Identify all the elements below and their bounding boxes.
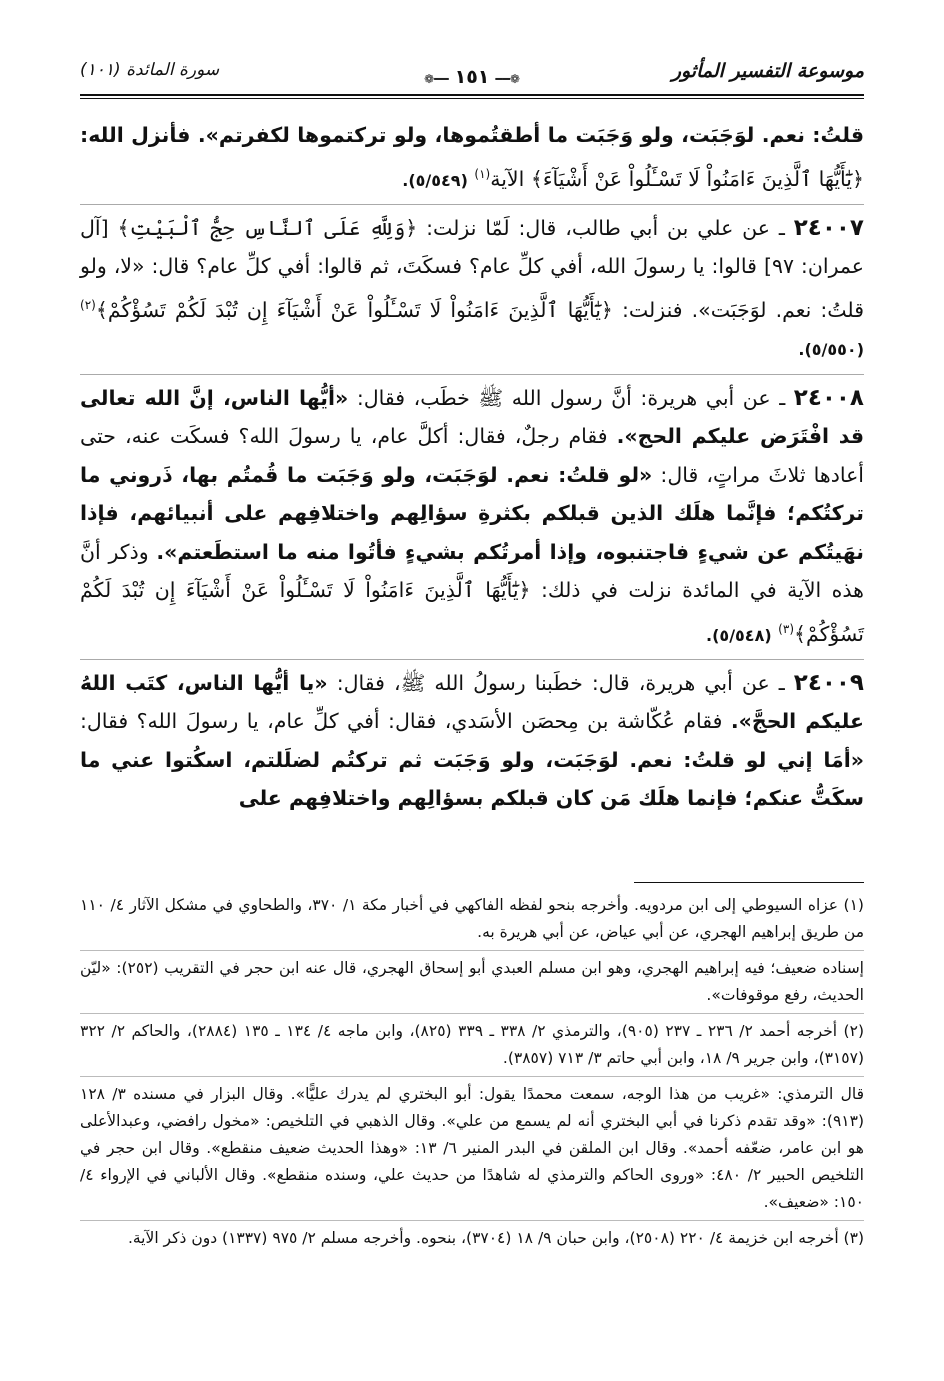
ornament-icon: ━━❁ bbox=[424, 72, 449, 86]
paragraph-4 bbox=[80, 664, 864, 818]
text: [آل عمران: ٩٧] قالوا: يا رسولَ الله، أفي كلِّ عام؟ فسكَتَ، ثم قالوا: أفي كلِّ عام؟ قال: «لا، ولو قلتُ: نعم. لوَجَبَت». فنزلت: bbox=[80, 215, 864, 322]
page-number-block bbox=[418, 66, 526, 88]
hadith-quote: «أيُّها الناس، إنَّ الله تعالى قد افْتَرَض عليكم الحج». bbox=[80, 385, 864, 449]
hadith-quote: «يا أيُّها الناس، كتَب اللهُ عليكم الحجَّ». bbox=[80, 670, 864, 734]
hadith-number: ٢٤٠٠٧ bbox=[793, 214, 864, 241]
footnotes bbox=[80, 892, 864, 1252]
quran-verse: ﴿يَٰٓأَيُّهَا ٱلَّذِينَ ءَامَنُواْ لَا تَسْـَٔلُواْ عَنْ أَشْيَآءَ إِن تُبْدَ لَكُمْ تَسُؤْكُمْ﴾ bbox=[80, 578, 864, 646]
hadith-quote: «أمَا إني لو قلتُ: نعم. لوَجَبَت، ولو وَجَبَت ثم تركتُم لضلَلتم، اسكُتوا عني ما سكَتُّ عنكم؛ فإنما هلَك مَن كان قبلكم بسؤالِهم واختلافِهم على bbox=[80, 747, 864, 811]
divider bbox=[80, 204, 864, 205]
paragraph-1 bbox=[80, 116, 864, 200]
paragraph-3 bbox=[80, 379, 864, 655]
header-rule-thin bbox=[80, 98, 864, 99]
main-text bbox=[80, 116, 864, 818]
footnote-1: (١) عزاه السيوطي إلى ابن مردويه. وأخرجه بنحو لفظه الفاكهي في أخبار مكة ١/ ٣٧٠، والطحاوي في مشكل الآثار ٤/ ١١٠ من طريق إبراهيم الهجري، عن أبي عياض، عن أبي هريرة به. bbox=[80, 896, 864, 941]
footnote-3: (٣) أخرجه ابن خزيمة ٤/ ٢٢٠ (٢٥٠٨)، وابن حبان ٩/ ١٨ (٣٧٠٤)، بنحوه. وأخرجه مسلم ٢/ ٩٧٥ (١٣٣٧) دون ذكر الآية. bbox=[127, 1229, 864, 1247]
text: قلتُ: نعم. لوَجَبَت، ولو وَجَبَت ما أطقتُموها، ولو تركتموها لكفرتم». فأنزل الله: bbox=[80, 123, 864, 147]
footnote-1-grading: إسناده ضعيف؛ فيه إبراهيم الهجري، وهو ابن مسلم العبدي أبو إسحاق الهجري، قال عنه ابن حجر في التقريب (٢٥٢): «ليّن الحديث، رفع موقوفات». bbox=[80, 959, 864, 1004]
footnote-marker[interactable]: (٣) bbox=[778, 621, 794, 636]
text: فقام رجلٌ، فقال: أكلَّ عام، يا رسولَ الله؟ فسكَت عنه، حتى أعادها ثلاثَ مراتٍ، قال: bbox=[80, 424, 864, 487]
divider bbox=[80, 374, 864, 375]
surah-label: سورة المائدة (١٠١) bbox=[80, 60, 220, 80]
hadith-number: ٢٤٠٠٨ bbox=[793, 384, 864, 411]
footnote-marker[interactable]: (٢) bbox=[80, 297, 96, 312]
footnote-2: (٢) أخرجه أحمد ٢/ ٢٣٦ ـ ٢٣٧ (٩٠٥)، والترمذي ٢/ ٣٣٨ ـ ٣٣٩ (٨٢٥)، وابن ماجه ٤/ ١٣٤ ـ ١٣٥ (٢٨٨٤)، والحاكم ٢/ ٣٢٢ (٣١٥٧)، وابن جرير ٩/ ١٨، وابن أبي حاتم ٣/ ٧١٣ (٣٨٥٧). bbox=[80, 1022, 864, 1067]
divider bbox=[80, 1013, 864, 1014]
reference: (٥/٥٤٩). bbox=[402, 170, 468, 190]
reference: (٥/٥٤٨). bbox=[706, 625, 772, 645]
text: ـ عن علي بن أبي طالب، قال: لَمّا نزلت: bbox=[426, 215, 785, 240]
divider bbox=[80, 659, 864, 660]
text: ـ عن أبي هريرة: أنَّ رسول الله ﷺ خطَب، فقال: bbox=[356, 385, 786, 410]
text: ـ عن أبي هريرة، قال: خطَبنا رسولُ الله ﷺ، فقال: bbox=[336, 670, 785, 695]
quran-verse: ﴿يَٰٓأَيُّهَا ٱلَّذِينَ ءَامَنُواْ لَا تَسْـَٔلُواْ عَنْ أَشْيَآءَ إِن تُبْدَ لَكُمْ تَسُؤْكُمْ﴾ bbox=[95, 297, 613, 322]
text: الآية bbox=[490, 166, 525, 191]
text: وذكر أنَّ هذه الآية في المائدة نزلت في ذلك: bbox=[80, 539, 864, 603]
page-number: ١٥١ bbox=[454, 66, 490, 88]
quran-verse: ﴿يَٰٓأَيُّهَا ٱلَّذِينَ ءَامَنُواْ لَا تَسْـَٔلُواْ عَنْ أَشْيَآءَ﴾ bbox=[530, 166, 864, 191]
running-header bbox=[80, 56, 864, 100]
quran-verse: ﴿وَلِلَّهِ عَلَى ٱلنَّاسِ حِجُّ ٱلْبَيْتِ﴾ bbox=[117, 215, 418, 240]
reference: (٥/٥٥٠). bbox=[798, 340, 864, 360]
hadith-quote: «لو قلتُ: نعم. لوَجَبَت، ولو وَجَبَت ما قُمتُم بها، ذَروني ما تركتُكم؛ فإنَّما هلَك الذين قبلكم بكثرةِ سؤالِهم واختلافِهم على أنبيائهم، فإذا نهَيتُكم عن شيءٍ فاجتنبوه، وإذا أمرتُكم بشيءٍ فأتُوا منه ما استطَعتم». bbox=[80, 462, 864, 564]
header-rule bbox=[80, 94, 864, 96]
text: فقام عُكّاشة بن مِحصَن الأسَدي، فقال: أفي كلِّ عام، يا رسولَ الله؟ فقال: bbox=[80, 709, 723, 734]
footnote-rule bbox=[634, 882, 864, 883]
hadith-number: ٢٤٠٠٩ bbox=[793, 669, 864, 696]
paragraph-2 bbox=[80, 209, 864, 370]
divider bbox=[80, 1220, 864, 1221]
book-title: موسوعة التفسير المأثور bbox=[671, 60, 864, 82]
footnote-marker[interactable]: (١) bbox=[474, 166, 491, 181]
footnote-2-grading: قال الترمذي: «غريب من هذا الوجه، سمعت محمدًا يقول: أبو البختري لم يدرك عليًّا». وقال البزار في مسنده ٣/ ١٢٨ (٩١٣): «وقد تقدم ذكرنا في أبي البختري أنه لم يسمع من علي». وقال الذهبي في التلخيص: «مخول رافضي، وعبدالأعلى هو ابن عامر، ضعّفه أحمد». وقال ابن الملقن في البدر المنير ٦/ ١٣: «وهذا الحديث ضعيف منقطع». وقال ابن حجر في التلخيص الحبير ٢/ ٤٨٠: «وروى الحاكم والترمذي له شاهدًا من حديث علي، وسنده منقطع». وقال الألباني في الإرواء ٤/ ١٥٠: «ضعيف». bbox=[80, 1085, 864, 1211]
divider bbox=[80, 1076, 864, 1077]
divider bbox=[80, 950, 864, 951]
ornament-icon: ❁━━ bbox=[495, 72, 520, 86]
